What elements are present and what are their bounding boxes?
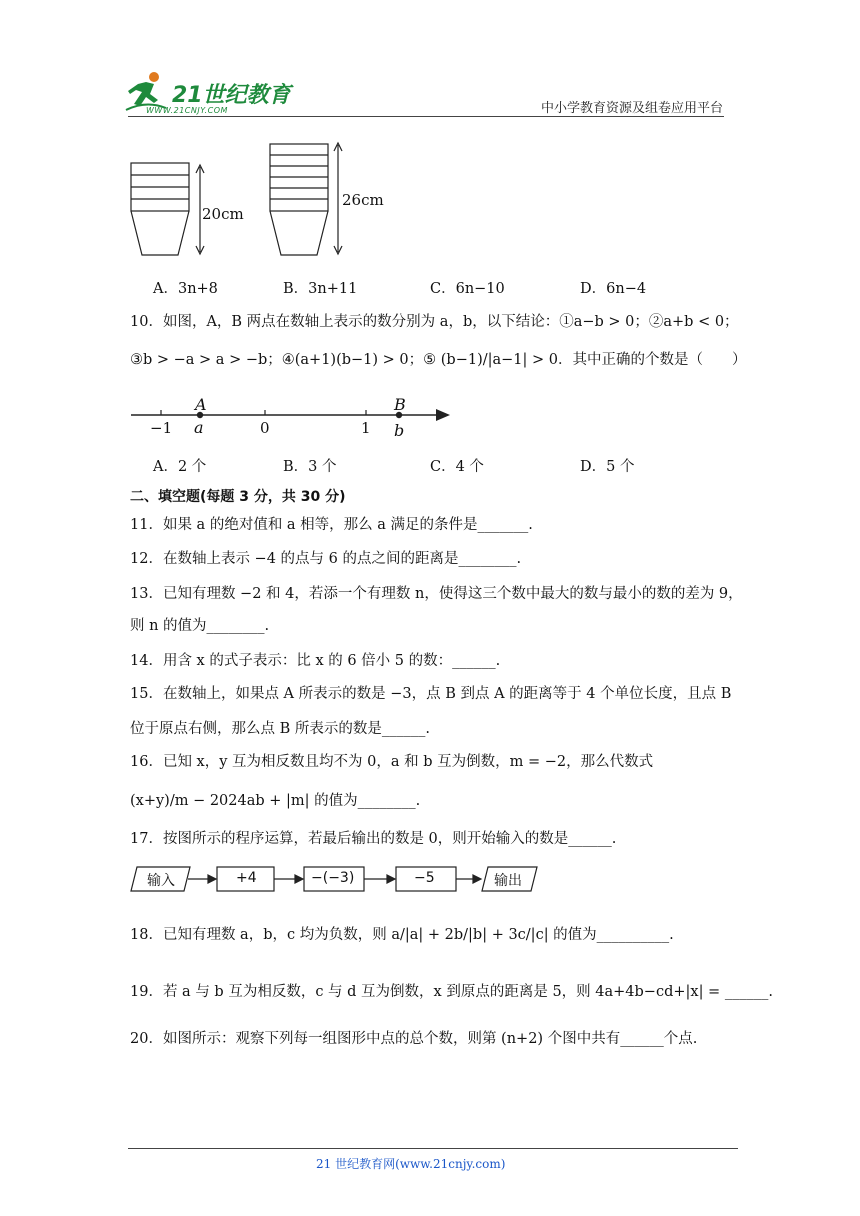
q14: 14．用含 x 的式子表示：比 x 的 6 倍小 5 的数：______. [130, 653, 501, 669]
platform-name: 中小学教育资源及组卷应用平台 [541, 101, 724, 116]
point-b-label: B [394, 395, 406, 414]
q10-option-d[interactable]: D．5 个 [580, 459, 635, 475]
logo [124, 68, 294, 116]
q9-option-c[interactable]: C．6n−10 [430, 281, 505, 297]
q9-option-a[interactable]: A．3n+8 [153, 281, 218, 297]
q10-option-c[interactable]: C．4 个 [430, 459, 484, 475]
flow-input: 输入 [147, 873, 175, 889]
q16-line1: 16．已知 x，y 互为相反数且均不为 0，a 和 b 互为倒数，m = −2，那么代数式 [130, 754, 654, 770]
tick-label-one: 1 [361, 419, 371, 437]
section-fill-in-blank: 二、填空题(每题 3 分，共 30 分) [130, 489, 346, 505]
point-b-value: b [394, 421, 405, 440]
point-a-label: A [195, 395, 207, 414]
q9-option-b[interactable]: B．3n+11 [283, 281, 358, 297]
flow-minus-five: −5 [414, 870, 435, 886]
q13-line2: 则 n 的值为________. [130, 618, 270, 634]
q11: 11．如果 a 的绝对值和 a 相等，那么 a 满足的条件是_______. [130, 517, 533, 533]
q10-line1: 10．如图，A，B 两点在数轴上表示的数分别为 a，b，以下结论：①a−b > 0；②a+b < 0； [130, 314, 739, 330]
q20: 20．如图所示：观察下列每一组图形中点的总个数，则第 (n+2) 个图中共有______个点. [130, 1031, 698, 1047]
header-rule [128, 116, 724, 117]
logo-text: 21世纪教育 [172, 83, 291, 108]
number-line [128, 386, 458, 446]
q15-line2: 位于原点右侧，那么点 B 所表示的数是______. [130, 721, 430, 737]
q18: 18．已知有理数 a，b，c 均为负数，则 a/|a| + 2b/|b| + 3c/|c| 的值为__________. [130, 927, 674, 943]
point-a-value: a [194, 418, 204, 437]
logo-url: WWW.21CNJY.COM [146, 106, 228, 115]
tick-label-minus-one: −1 [150, 419, 173, 437]
q12: 12．在数轴上表示 −4 的点与 6 的点之间的距离是________. [130, 551, 522, 567]
cup-height-right: 26cm [342, 191, 384, 209]
q9-option-d[interactable]: D．6n−4 [580, 281, 647, 297]
cup-height-left: 20cm [202, 205, 244, 223]
flow-output: 输出 [494, 873, 522, 889]
q10-option-a[interactable]: A．2 个 [153, 459, 207, 475]
q17: 17．按图所示的程序运算，若最后输出的数是 0，则开始输入的数是______. [130, 831, 617, 847]
q19: 19．若 a 与 b 互为相反数，c 与 d 互为倒数，x 到原点的距离是 5，则 4a+4b−cd+|x| = ______. [130, 984, 773, 1000]
footer-rule [128, 1148, 738, 1149]
footer-site[interactable]: 21 世纪教育网(www.21cnjy.com) [316, 1157, 506, 1171]
q16-line2: (x+y)/m − 2024ab + |m| 的值为________. [130, 793, 421, 809]
q10-line2: ③b > −a > a > −b；④(a+1)(b−1) > 0；⑤ (b−1)/|a−1| > 0．其中正确的个数是（ ） [130, 352, 747, 368]
cup-stack-right [270, 144, 328, 255]
cup-stack-left [131, 163, 189, 255]
q13-line1: 13．已知有理数 −2 和 4，若添一个有理数 n，使得这三个数中最大的数与最小的数的差为 9， [130, 586, 743, 602]
height-arrow-right [334, 143, 342, 254]
flow-add-four: +4 [236, 870, 257, 886]
tick-label-zero: 0 [260, 419, 270, 437]
q15-line1: 15．在数轴上，如果点 A 所表示的数是 −3，点 B 到点 A 的距离等于 4 个单位长度，且点 B [130, 686, 732, 702]
flow-minus-neg-three: −(−3) [311, 870, 355, 886]
q10-option-b[interactable]: B．3 个 [283, 459, 337, 475]
